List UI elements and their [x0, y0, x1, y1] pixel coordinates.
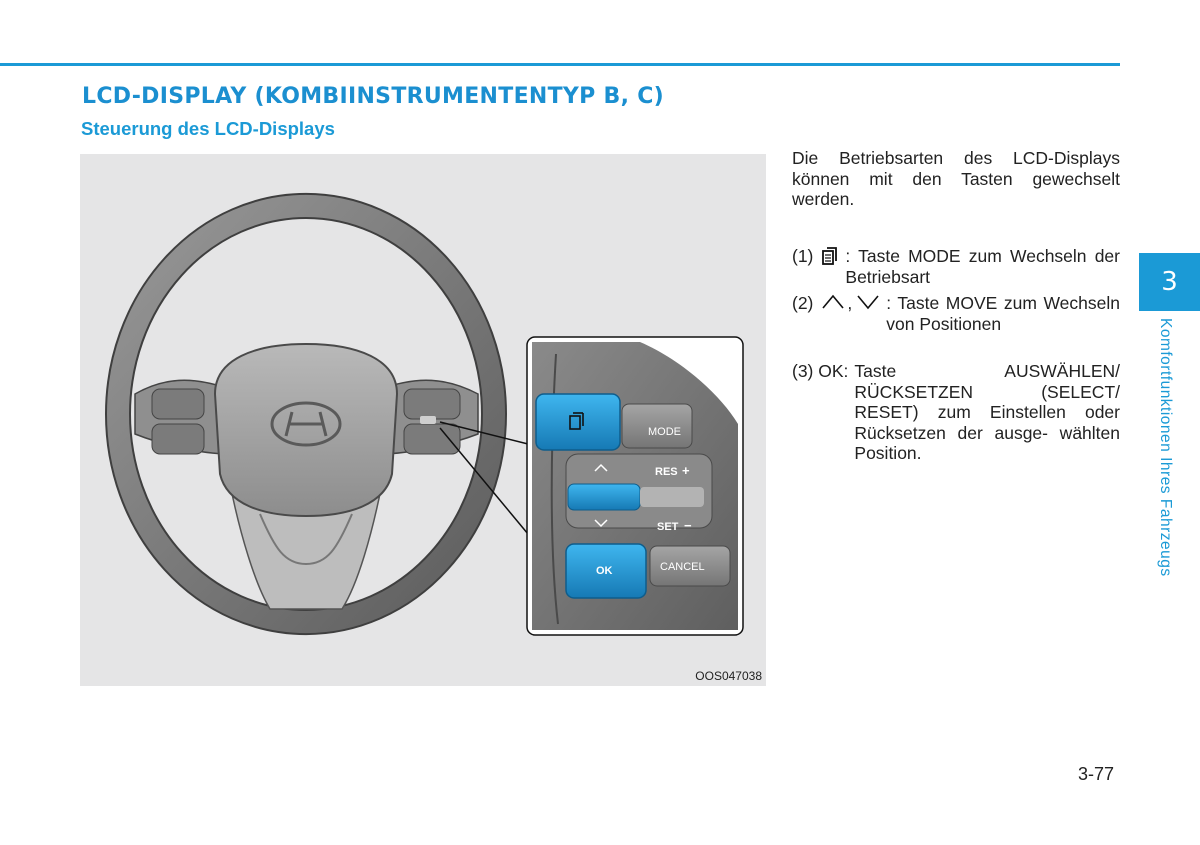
ok-key-label: OK	[596, 565, 613, 577]
icon-separator: ,	[847, 293, 853, 313]
item-number: (2)	[792, 293, 814, 313]
chevron-down-icon	[856, 293, 880, 334]
chapter-tab: 3	[1139, 253, 1200, 311]
page-number: 3-77	[1078, 764, 1115, 784]
section-subtitle: Steuerung des LCD-Displays	[81, 118, 335, 139]
item-description: Taste AUSWÄHLEN/ RÜCKSETZEN (SELECT/ RESET) zum Einstellen oder Rücksetzen der ausge- wählten Position.	[854, 361, 1120, 463]
list-item-move	[792, 293, 1120, 334]
item-number: (1)	[792, 246, 814, 266]
steering-wheel-illustration	[80, 154, 766, 686]
figure-code: OOS047038	[695, 669, 762, 683]
item-number: (3) OK:	[792, 361, 849, 381]
set-key-label: SET	[657, 521, 679, 533]
cancel-key-label: CANCEL	[660, 561, 705, 573]
intro-paragraph: Die Betriebsarten des LCD-Displays können mit den Tasten gewechselt werden.	[792, 148, 1120, 209]
chevron-up-icon	[821, 293, 845, 334]
chapter-name: Komfortfunktionen Ihres Fahrzeugs	[1157, 318, 1174, 577]
res-key-label: RES	[655, 466, 678, 478]
page-title: LCD-DISPLAY (KOMBIINSTRUMENTENTYP B, C)	[82, 84, 665, 109]
item-description: : Taste MOVE zum Wechseln von Positionen	[886, 293, 1120, 334]
description-column	[792, 148, 1120, 463]
mode-key-label: MODE	[648, 426, 681, 438]
mode-icon	[821, 246, 839, 287]
list-item-ok	[792, 361, 1120, 464]
steering-wheel-figure	[80, 154, 766, 686]
item-description: : Taste MODE zum Wechseln der Betriebsart	[845, 246, 1120, 287]
svg-text:−: −	[684, 518, 692, 533]
top-rule	[0, 63, 1120, 66]
ok-thumbwheel-blue	[568, 484, 640, 510]
svg-text:+: +	[682, 463, 690, 478]
mode-key-blue	[536, 394, 620, 450]
list-item-mode	[792, 246, 1120, 287]
airbag-hub	[215, 344, 397, 516]
